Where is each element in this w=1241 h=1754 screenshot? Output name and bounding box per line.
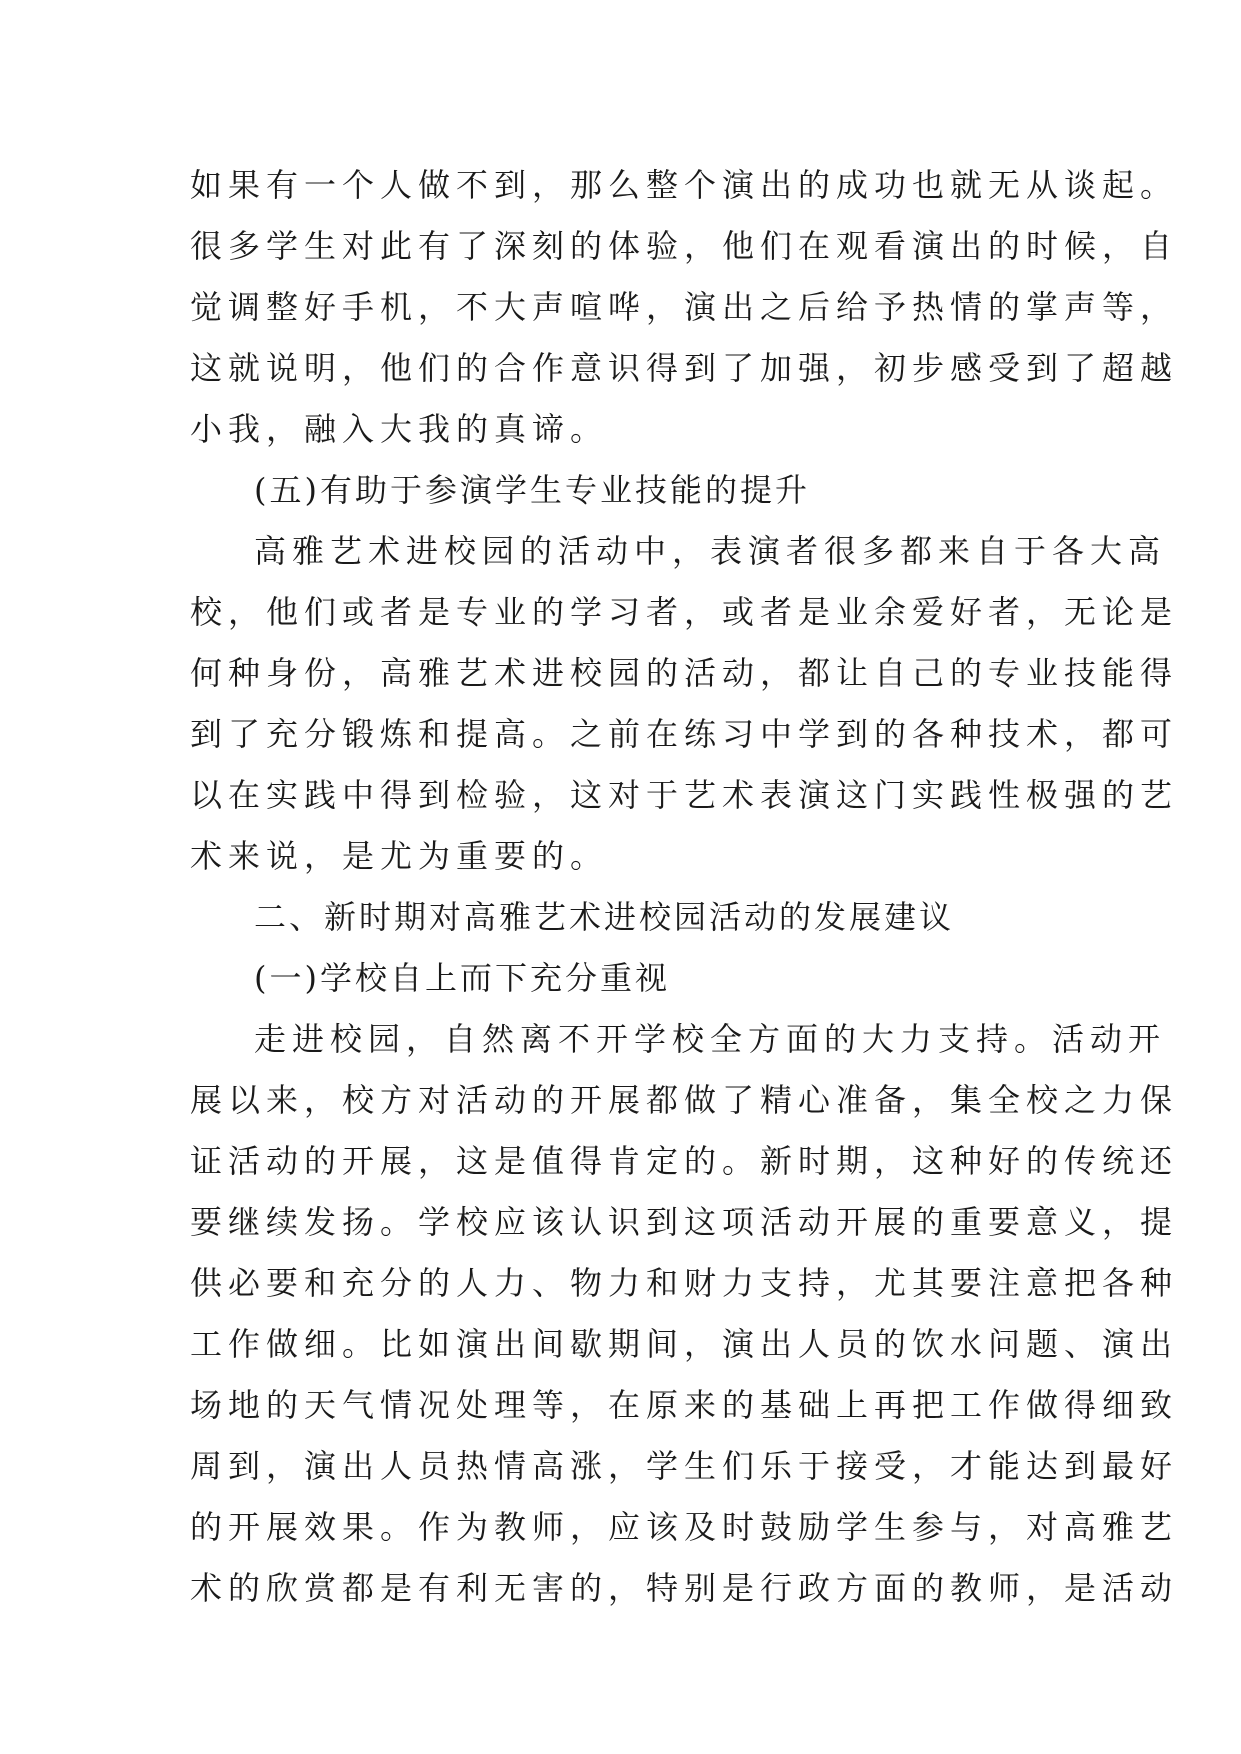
text-line: 何种身份，高雅艺术进校园的活动，都让自己的专业技能得: [190, 654, 1179, 692]
text-line: 以在实践中得到检验，这对于艺术表演这门实践性极强的艺: [190, 776, 1179, 814]
text-line: 小我，融入大我的真谛。: [190, 410, 609, 448]
paragraph-start-line: 高雅艺术进校园的活动中，表演者很多都来自于各大高: [254, 532, 1167, 570]
text-line: 工作做细。比如演出间歇期间，演出人员的饮水问题、演出: [190, 1325, 1179, 1363]
text-line: 校，他们或者是专业的学习者，或者是业余爱好者，无论是: [190, 593, 1179, 631]
text-line: 这就说明，他们的合作意识得到了加强，初步感受到了超越: [190, 349, 1179, 387]
text-line: 证活动的开展，这是值得肯定的。新时期，这种好的传统还: [190, 1142, 1179, 1180]
paragraph-start-line: 走进校园，自然离不开学校全方面的大力支持。活动开: [254, 1020, 1167, 1058]
text-line: 觉调整好手机，不大声喧哗，演出之后给予热情的掌声等，: [190, 288, 1179, 326]
text-line: 周到，演出人员热情高涨，学生们乐于接受，才能达到最好: [190, 1447, 1179, 1485]
text-line: 很多学生对此有了深刻的体验，他们在观看演出的时候，自: [190, 227, 1179, 265]
section-heading: (五)有助于参演学生专业技能的提升: [254, 471, 810, 509]
text-line: 要继续发扬。学校应该认识到这项活动开展的重要意义，提: [190, 1203, 1179, 1241]
chapter-heading: 二、新时期对高雅艺术进校园活动的发展建议: [254, 898, 955, 936]
section-heading: (一)学校自上而下充分重视: [254, 959, 670, 997]
text-line: 术的欣赏都是有利无害的，特别是行政方面的教师，是活动: [190, 1569, 1179, 1607]
text-line: 场地的天气情况处理等，在原来的基础上再把工作做得细致: [190, 1386, 1179, 1424]
text-line: 的开展效果。作为教师，应该及时鼓励学生参与，对高雅艺: [190, 1508, 1179, 1546]
text-line: 供必要和充分的人力、物力和财力支持，尤其要注意把各种: [190, 1264, 1179, 1302]
text-line: 到了充分锻炼和提高。之前在练习中学到的各种技术，都可: [190, 715, 1179, 753]
text-line: 展以来，校方对活动的开展都做了精心准备，集全校之力保: [190, 1081, 1179, 1119]
text-line: 术来说，是尤为重要的。: [190, 837, 609, 875]
text-line: 如果有一个人做不到，那么整个演出的成功也就无从谈起。: [190, 166, 1179, 204]
body-text: [190, 155, 1179, 1619]
